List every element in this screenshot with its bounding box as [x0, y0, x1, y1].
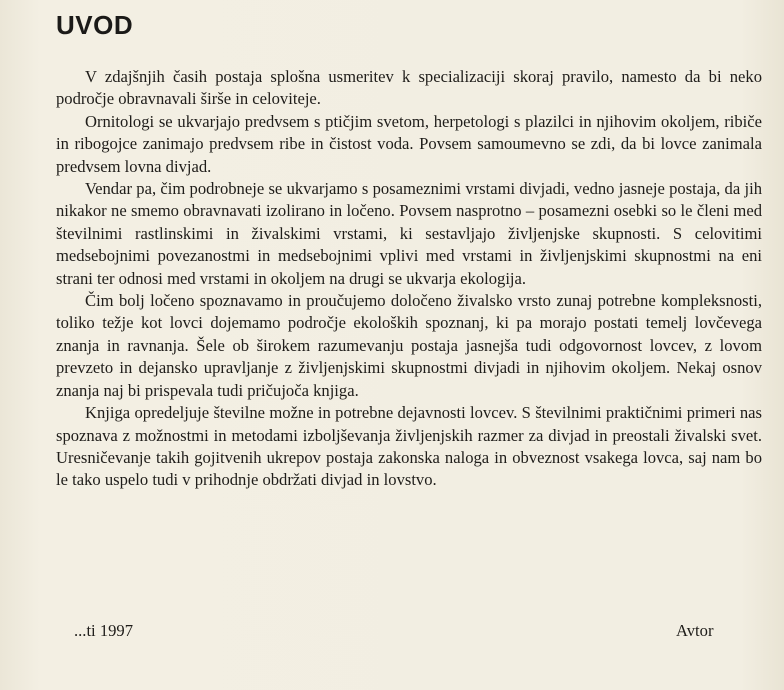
paragraph-5: Knjiga opredeljuje številne možne in potrebne dejavnosti lovcev. S številnimi praktičnimi primeri nas spoznava z možnostmi in metodami izboljševanja življenjskih razmer za divjad in preostali živalski svet. Uresničevanje takih gojitvenih ukrepov postaja zakonska naloga in obveznost vsakega lovca, saj nam bo le tako uspelo tudi v prihodnje obdržati divjad in lovstvo. — [56, 403, 762, 490]
author-signature: Avtor — [676, 621, 714, 640]
paragraph-1: V zdajšnjih časih postaja splošna usmeritev k specializaciji skoraj pravilo, namesto da bi neko področje obravnavali širše in celoviteje. — [56, 67, 762, 109]
paragraph-3: Vendar pa, čim podrobneje se ukvarjamo s posameznimi vrstami divjadi, vedno jasneje postaja, da jih nikakor ne smemo obravnavati izolirano in ločeno. Povsem nasprotno – posamezni osebki so le členi med številnimi rastlinskimi in živalskimi vrstami, ki sestavljajo življenjske skupnosti. S celovitimi medsebojnimi povezanostmi in medsebojnimi vplivi med vrstami in življenjskimi skupnostmi na eni strani ter odnosi med vrstami in okoljem na drugi se ukvarja ekologija. — [56, 179, 762, 288]
paragraph-4: Čim bolj ločeno spoznavamo in proučujemo določeno živalsko vrsto zunaj potrebne kompleksnosti, toliko težje kot lovci dojemamo področje ekoloških spoznanj, ki pa morajo postati temelj lovčevega znanja in ravnanja. Šele ob širokem razumevanju postaja jasnejša tudi odgovornost lovcev, z lovom prevzeto in dejansko upravljanje z življenjskimi skupnostmi divjadi in njihovim okoljem. Nekaj osnov znanja naj bi prispevala tudi pričujoča knjiga. — [56, 291, 762, 400]
place-date: ...ti 1997 — [74, 621, 134, 640]
chapter-title: UVOD — [56, 10, 134, 40]
chapter-body — [56, 66, 762, 492]
paragraph-2: Ornitologi se ukvarjajo predvsem s ptičjim svetom, herpetologi s plazilci in njihovim okoljem, ribiče in ribogojce zanimajo predvsem ribe in čistost voda. Povsem samoumevno se zdi, da bi lovce zanimala predvsem lovna divjad. — [56, 111, 762, 176]
